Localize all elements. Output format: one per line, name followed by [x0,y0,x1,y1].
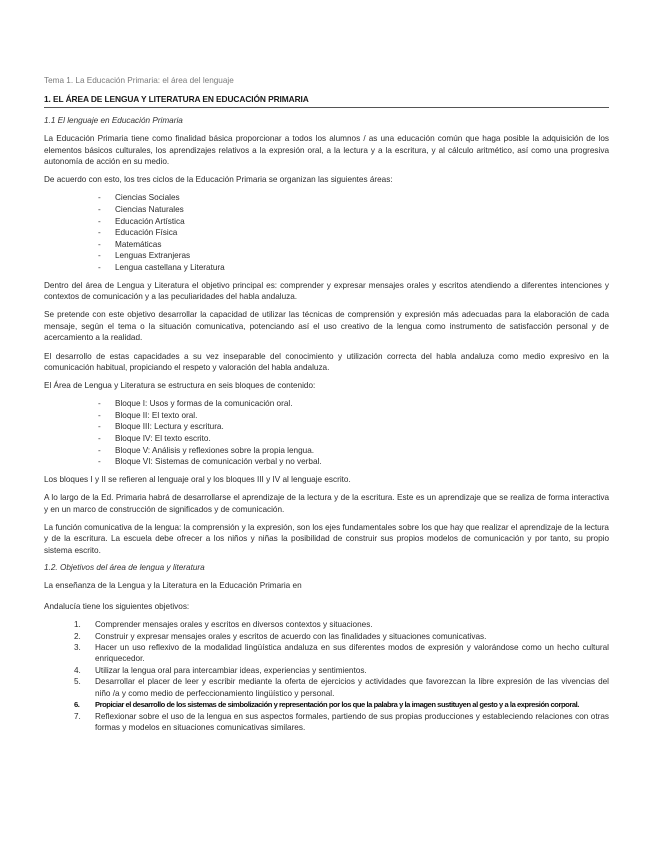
list-item: - Bloque I: Usos y formas de la comunicación oral. [98,399,293,409]
paragraph: A lo largo de la Ed. Primaria habrá de desarrollarse el aprendizaje de la lectura y de la escritura. Este es un aprendizaje que se realiza de forma interactiva y en un marco de construcción de significados y de comunicación. [44,492,609,514]
paragraph: La Educación Primaria tiene como finalidad básica proporcionar a todos los alumnos / as una educación común que haga posible la adquisición de los elementos básicos culturales, los aprendizajes relativos a la expresión oral, a la lectura y a la escritura, y al cálculo aritmético, así como una progresiva autonomía de acción en su medio. [44,134,609,167]
paragraph: Dentro del área de Lengua y Literatura el objetivo principal es: comprender y expresar mensajes orales y escritos atendiendo a diferentes intenciones y contextos de comunicación y a las peculiaridades del habla andaluza. [44,280,609,302]
dash-marker: - [98,422,101,432]
item-number: 4. [74,665,81,675]
item-number: 6. [74,700,80,709]
dash-marker: - [98,204,101,214]
list-item: 2. Construir y expresar mensajes orales y escritos de acuerdo con las finalidades y situaciones comunicativas. [74,631,487,641]
list-item: - Educación Física [98,228,178,238]
list-item: 1. Comprender mensajes orales y escritos en diversos contextos y situaciones. [74,620,373,630]
list-item: - Lenguas Extranjeras [98,251,191,261]
paragraph: Andalucía tiene los siguientes objetivos: [44,602,190,611]
paragraph: Los bloques I y II se refieren al lenguaje oral y los bloques III y IV al lenguaje escrito. [44,474,351,484]
list-item: 3. Hacer un uso reflexivo de la modalidad lingüística andaluza en sus diferentes modos de expresión y valorándose como un hecho cultural enriquecedor. [74,643,609,664]
subsection-1-number: 1.1 [44,116,56,125]
subsection-2-number: 1.2. [44,562,58,572]
list-item: - Bloque VI: Sistemas de comunicación verbal y no verbal. [98,457,322,467]
item-number: 3. [74,643,81,653]
list-item: - Educación Artística [98,216,185,226]
list-item: - Bloque V: Análisis y reflexiones sobre la propia lengua. [98,445,315,455]
list-item: 6. Propiciar el desarrollo de los sistemas de simbolización y representación por los que la palabra y la imagen sustituyen al gesto y a la expresión corporal. [74,700,579,709]
dash-marker: - [98,239,101,249]
list-item: 4. Utilizar la lengua oral para intercambiar ideas, experiencias y sentimientos. [74,665,367,675]
dash-marker: - [98,193,101,203]
dash-marker: - [98,445,101,455]
list-item: 5. Desarrollar el placer de leer y escribir mediante la oferta de ejercicios y actividades que favorezcan la libre expresión de las vivencias del niño /a y como medio de perfeccionamiento lingüístico y personal. [74,677,609,698]
objectives-list [44,619,609,733]
subsection-2-heading [44,563,609,572]
dash-marker: - [98,262,101,272]
item-number: 5. [74,677,81,687]
dash-marker: - [98,251,101,261]
document-page [44,76,609,739]
dash-marker: - [98,216,101,226]
list-item: - Matemáticas [98,239,162,249]
bloques-list [44,398,609,468]
dash-marker: - [98,399,101,409]
list-item: - Bloque III: Lectura y escritura. [98,422,224,432]
item-number: 2. [74,631,81,641]
paragraph: De acuerdo con esto, los tres ciclos de la Educación Primaria se organizan las siguientes áreas: [44,175,393,185]
paragraph: El desarrollo de estas capacidades a su vez inseparable del conocimiento y utilización correcta del habla andaluza como medio expresivo en la comunicación habitual, propiciando el respeto y valoración del habla andaluza. [44,351,609,373]
dash-marker: - [98,457,101,467]
paragraph: La función comunicativa de la lengua: la comprensión y la expresión, son los ejes fundamentales sobre los que hay que realizar el aprendizaje de la lectura y de la escritura. La escuela debe ofrecer a los niños y niñas la posibilidad de construir sus propios modelos de comunicación y por tanto, su propio sistema escrito. [44,522,609,555]
paragraph: La enseñanza de la Lengua y la Literatura en la Educación Primaria en [44,580,302,590]
list-item: - Ciencias Naturales [98,204,184,214]
section-title: 1. EL ÁREA DE LENGUA Y LITERATURA EN EDUCACIÓN PRIMARIA [44,94,609,108]
item-number: 1. [74,620,81,630]
dash-marker: - [98,410,101,420]
page-header: Tema 1. La Educación Primaria: el área del lenguaje [44,76,234,85]
dash-marker: - [98,434,101,444]
subsection-1-title: El lenguaje en Educación Primaria [57,116,183,125]
areas-list [44,192,609,273]
list-item: - Ciencias Sociales [98,193,180,203]
list-item: - Bloque IV: El texto escrito. [98,434,211,444]
paragraph: Se pretende con este objetivo desarrollar la capacidad de utilizar las técnicas de comprensión y expresión más adecuadas para la elaboración de cada mensaje, según el tema o la situación comunicativa, potenciando así el uso creativo de la lengua como instrumento de satisfacción personal y de acercamiento a la realidad. [44,310,609,343]
list-item: - Bloque II: El texto oral. [98,410,198,420]
paragraph: El Área de Lengua y Literatura se estructura en seis bloques de contenido: [44,381,316,391]
list-item: - Lengua castellana y Literatura [98,262,225,272]
item-number: 7. [74,711,81,721]
subsection-1-heading [44,116,609,125]
dash-marker: - [98,228,101,238]
list-item: 7. Reflexionar sobre el uso de la lengua en sus aspectos formales, partiendo de sus propias producciones y estableciendo relaciones con otras formas y modelos en situaciones comunicativas similares. [74,711,609,732]
subsection-2-title: Objetivos del área de lengua y literatura [59,562,205,572]
